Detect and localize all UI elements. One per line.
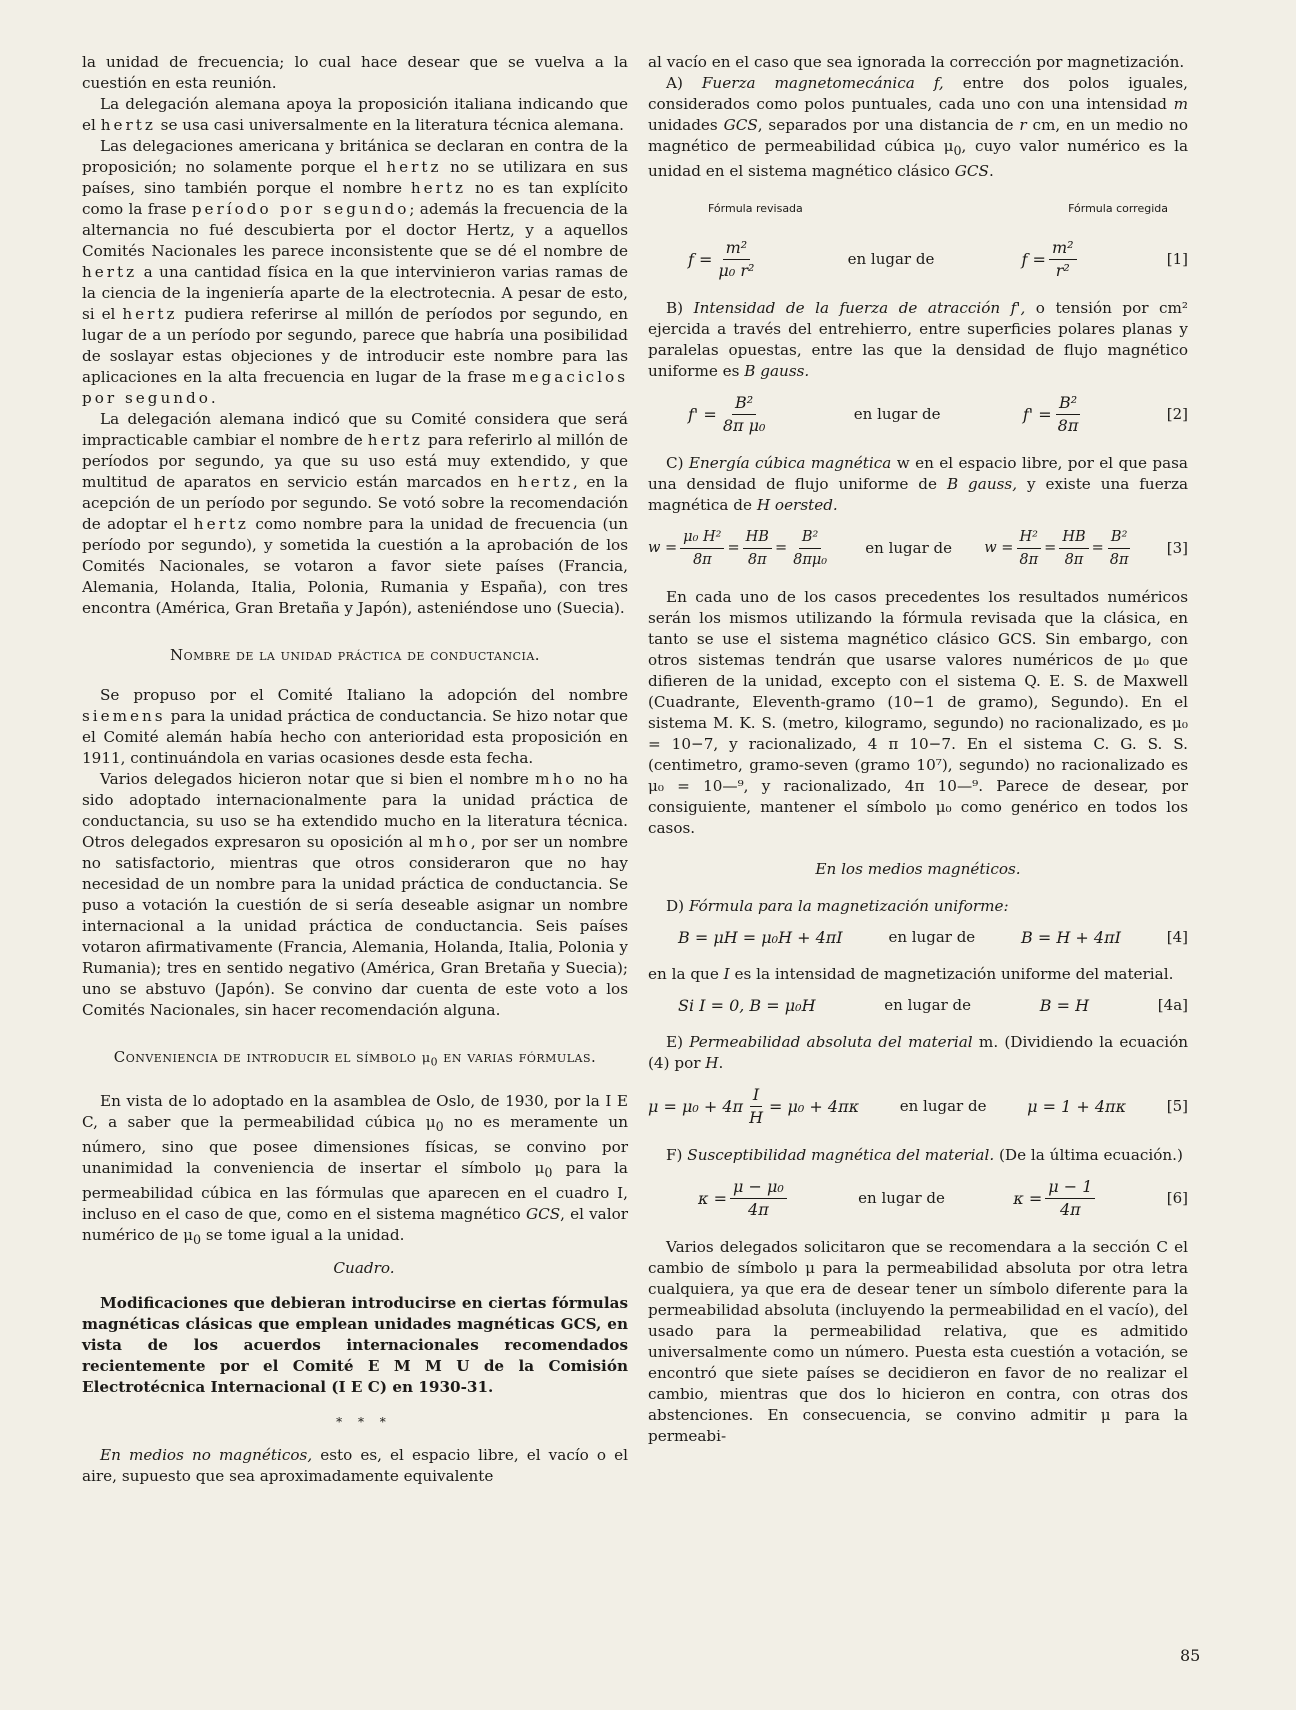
paragraph-b: B) Intensidad de la fuerza de atracción f', o tensión por cm² ejercida a través del entrehierro, entre superficies polares planas y paralelas opuestas, entre las que la densidad de flujo magnético uniforme es B gauss. xyxy=(648,299,1189,381)
section-heading-medios: En los medios magnéticos. xyxy=(815,860,1021,879)
paragraph: en la que I es la intensidad de magnetización uniforme del material. xyxy=(648,965,1174,984)
formula-column-labels xyxy=(708,198,1168,219)
section-heading-simbolo: Conveniencia de introducir el símbolo $\mu_0$ en varias fórmulas. xyxy=(113,1048,597,1069)
page-number: 85 xyxy=(1180,1646,1201,1665)
section-heading-conductancia: Nombre de la unidad práctica de conductancia. xyxy=(169,646,541,664)
label-corregida: Fórmula corregida xyxy=(1068,202,1168,216)
paragraph-c: C) Energía cúbica magnética w en el espacio libre, por el que pasa una densidad de flujo uniforme de B gauss, y existe una fuerza magnética de H oersted. xyxy=(648,454,1188,515)
paragraph: Varios delegados solicitaron que se recomendara a la sección C el cambio de símbolo μ para la permeabilidad absoluta por otra letra cualquiera, ya que era de desear tener un símbolo diferente para la permeabilidad absoluta (incluyendo la permeabilidad en el vacío), del usado para la permeabilidad relativa, que es admitido universalmente como un número. Puesta esta cuestión a votación, se encontró que siete países se decidieron en favor de no realizar el cambio, mientras que dos lo hicieron en contra, con otras dos abstenciones. En consecuencia, se convino admitir μ para la permeabi- xyxy=(648,1238,1188,1446)
paragraph-d: D) Fórmula para la magnetización uniforme: xyxy=(666,897,1009,916)
separator-stars: * * * xyxy=(336,1414,392,1429)
paragraph: Las delegaciones americana y británica se declaran en contra de la proposición; no solamente porque el hertz no se utilizara en sus países, sino también porque el nombre hertz no es tan explícito como la frase período por segundo; además la frecuencia de la alternancia no fué descubierta por el doctor Hertz, y a aquellos Comités Nacionales les parece inconsistente que se dé el nombre de hertz a una cantidad física en la que intervinieron varias ramas de la ciencia de la ingeniería aparte de la electrotecnia. A pesar de esto, si el hertz pudiera referirse al millón de períodos por segundo, en lugar de a un período por segundo, parece que habría una posibilidad de soslayar estas objeciones y de introducir este nombre para las aplicaciones en la alta frecuencia en lugar de la frase megaciclos por segundo. xyxy=(82,137,629,407)
paragraph: Se propuso por el Comité Italiano la adopción del nombre siemens para la unidad práctica de conductancia. Se hizo notar que el Comité alemán había hecho con anterioridad esta proposición en 1911, continuándola en varias ocasiones desde esta fecha. xyxy=(82,686,628,767)
formula-5: μ = μ₀ + 4π $\frac{I}{H}$ = μ₀ + 4πκ en lugar de μ = 1 + 4πκ [5] xyxy=(648,1085,1188,1128)
paragraph: la unidad de frecuencia; lo cual hace desear que se vuelva a la cuestión en esta reunión. xyxy=(82,53,628,92)
paragraph: En cada uno de los casos precedentes los resultados numéricos serán los mismos utilizando la fórmula revisada que la clásica, en tanto se use el sistema magnético clásico GCS. Sin embargo, con otros sistemas tendrán que usarse valores numéricos de μ₀ que difieren de la unidad, excepto con el sistema Q. E. S. de Maxwell (Cuadrante, Eleventh-gramo (10−1 de gramo), Segundo). En el sistema M. K. S. (metro, kilogramo, segundo) no racionalizado, es μ₀ = 10−7, y racionalizado, 4 π 10−7. En el sistema C. G. S. S. (centimetro, gramo-seven (gramo 10⁷), segundo) no racionalizado es μ₀ = 10—⁹, y racionalizado, 4π 10—⁹. Parece de desear, por consiguiente, mantener el símbolo μ₀ como genérico en todos los casos. xyxy=(648,588,1188,838)
paragraph: La delegación alemana apoya la proposición italiana indicando que el hertz se usa casi universalmente en la literatura técnica alemana. xyxy=(82,95,628,134)
cuadro-title: Cuadro. xyxy=(333,1258,395,1277)
paragraph: En vista de lo adoptado en la asamblea de Oslo, de 1930, por la I E C, a saber que la permeabilidad cúbica $\mu_0$ no es meramente un número, sino que posee dimensiones físicas, se convino por unanimidad la conveniencia de insertar el símbolo $\mu_0$ para la permeabilidad cúbica en las fórmulas que aparecen en el cuadro I, incluso en el caso de que, como en el sistema magnético GCS, el valor numérico de $\mu_0$ se tome igual a la unidad. xyxy=(82,1091,628,1247)
formula-6: κ = $\frac{\text{μ − μ₀}}{4\pi}$ en lugar de κ = $\frac{\mu - 1}{4\pi}$ [6] xyxy=(698,1177,1188,1220)
paragraph: En medios no magnéticos, esto es, el espacio libre, el vacío o el aire, supuesto que sea aproximadamente equivalente xyxy=(82,1445,628,1485)
paragraph-e: E) Permeabilidad absoluta del material m. (Dividiendo la ecuación (4) por H. xyxy=(648,1033,1189,1073)
right-column xyxy=(648,52,1188,1447)
paragraph: Varios delegados hicieron notar que si bien el nombre mho no ha sido adoptado internacionalmente para la unidad práctica de conductancia, su uso se ha extendido mucho en la literatura técnica. Otros delegados expresaron su oposición al mho, por ser un nombre no satisfactorio, mientras que otros consideraron que no hay necesidad de un nombre para la unidad práctica de conductancia. Se puso a votación la cuestión de si sería deseable asignar un nombre internacional a la unidad práctica de conductancia. Seis países votaron afirmativamente (Francia, Alemania, Holanda, Italia, Polonia y Rumania); tres en sentido negativo (América, Gran Bretaña y Suecia); uno se abstuvo (Japón). Se convino dar cuenta de este voto a los Comités Nacionales, sin hacer recomendación alguna. xyxy=(82,770,629,1019)
paragraph-f: F) Susceptibilidad magnética del material. (De la última ecuación.) xyxy=(666,1146,1183,1165)
formula-2: f' = $\frac{\text{B²}}{\text{8π μ₀}}$ en lugar de f' = $\frac{\text{B²}}{8\pi}$ [2] xyxy=(688,393,1188,436)
paragraph: al vacío en el caso que sea ignorada la corrección por magnetización. xyxy=(648,53,1185,71)
paragraph-a: A) Fuerza magnetomecánica f, entre dos polos iguales, considerados como polos puntuales, cada uno con una intensidad m unidades GCS, separados por una distancia de r cm, en un medio no magnético de permeabilidad cúbica $\mu_0$, cuyo valor numérico es la unidad en el sistema magnético clásico GCS. xyxy=(648,74,1189,181)
label-revisada: Fórmula revisada xyxy=(708,202,803,216)
left-column xyxy=(82,52,628,1487)
formula-4a: Si I = 0, B = μ₀H en lugar de B = H [4a] xyxy=(678,996,1188,1016)
table-caption: Modificaciones que debieran introducirse en ciertas fórmulas magnéticas clásicas que emplean unidades magnéticas GCS, en vista de los acuerdos internacionales recomendados recientemente por el Comité E M M U de la Comisión Electrotécnica Internacional (I E C) en 1930-31. xyxy=(82,1293,628,1396)
formula-3: w = $\frac{\text{μ₀ H²}}{8\pi}$ = $\frac{HB}{8\pi}$ = $\frac{\text{B²}}{\text{8πμ₀}}$ en lugar de w = $\frac{\text{H²}}{8\pi}$ = $\frac{HB}{8\pi}$ = $\frac{\text{B²}}{8\pi}$ [3] xyxy=(648,526,1188,571)
formula-1: f = $\frac{\text{m²}}{\text{μ₀ r²}}$ en lugar de f = $\frac{\text{m²}}{\text{r²}}$ [1] xyxy=(688,238,1188,281)
paragraph: La delegación alemana indicó que su Comité considera que será impracticable cambiar el nombre de hertz para referirlo al millón de períodos por segundo, ya que su uso está muy extendido, y que multitud de aparatos en servicio están marcados en hertz, en la acepción de un período por segundo. Se votó sobre la recomendación de adoptar el hertz como nombre para la unidad de frecuencia (un período por segundo), y sometida la cuestión a la aprobación de los Comités Nacionales, se votaron a favor siete países (Francia, Alemania, Holanda, Italia, Polonia, Rumania y España), con tres encontra (América, Gran Bretaña y Japón), asteniéndose uno (Suecia). xyxy=(82,410,629,617)
formula-4: B = μH = μ₀H + 4πI en lugar de B = H + 4πI [4] xyxy=(678,928,1188,948)
